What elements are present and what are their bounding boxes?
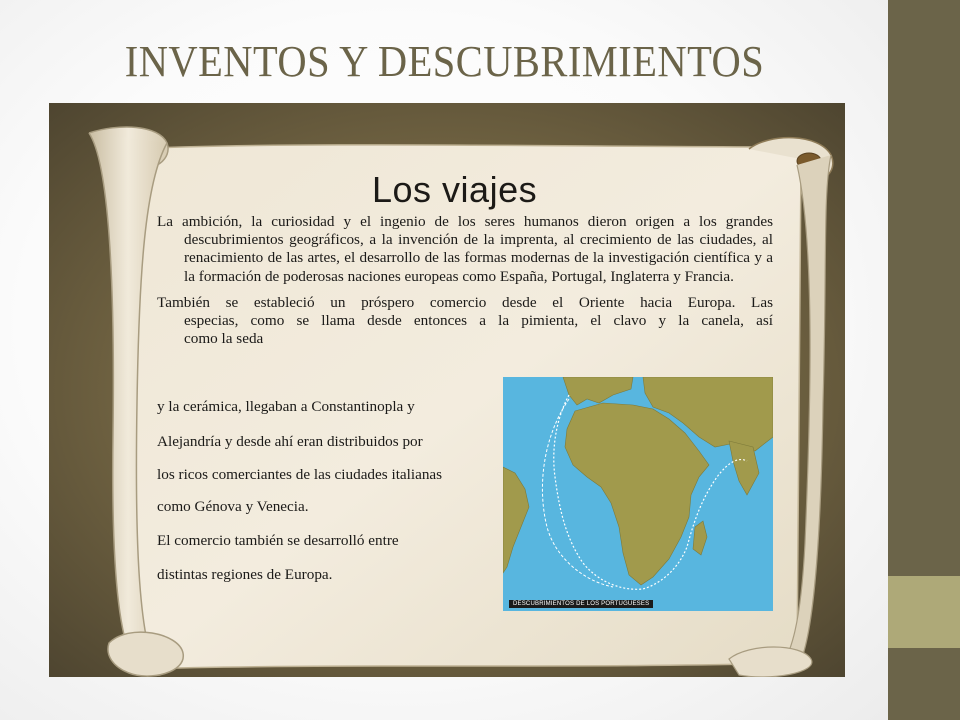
portuguese-discoveries-map [503,377,773,611]
paragraph-commerce-line-3: como la seda [184,330,264,348]
paragraph-ambition: La ambición, la curiosidad y el ingenio de los seres humanos dieron origen a los grandes descubrimientos geográficos, a la invención de la imprenta, al crecimiento de las ciudades, al renacimiento de las artes, el desarrollo de las formas modernas de la investigación científica y a la formación de poderosas naciones europeas como España, Portugal, Inglaterra y Francia. [157,213,773,285]
text-line-ceramics: y la cerámica, llegaban a Constantinopla y [157,398,415,415]
text-line-regions: distintas regiones de Europa. [157,566,333,583]
paragraph-commerce-line-1: También se estableció un próspero comercio desde el Oriente hacia Europa. Las [157,293,773,311]
scroll-paragraphs [157,213,773,348]
map-caption: DESCUBRIMIENTOS DE LOS PORTUGUESES [509,600,653,608]
paragraph-commerce [157,294,773,349]
scroll-heading: Los viajes [372,169,538,210]
slide-title: INVENTOS Y DESCUBRIMIENTOS [124,37,765,86]
text-line-alexandria: Alejandría y desde ahí eran distribuidos por [157,433,423,450]
paragraph-commerce-line-2: especias, como se llama desde entonces a la pimienta, el clavo y la canela, así [184,312,773,330]
side-accent-block [888,576,960,648]
map-graphic [503,377,773,611]
text-line-commerce: El comercio también se desarrolló entre [157,532,399,549]
scroll-image [49,103,845,677]
text-line-genoa: como Génova y Venecia. [157,498,309,515]
text-line-merchants: los ricos comerciantes de las ciudades italianas [157,466,443,483]
